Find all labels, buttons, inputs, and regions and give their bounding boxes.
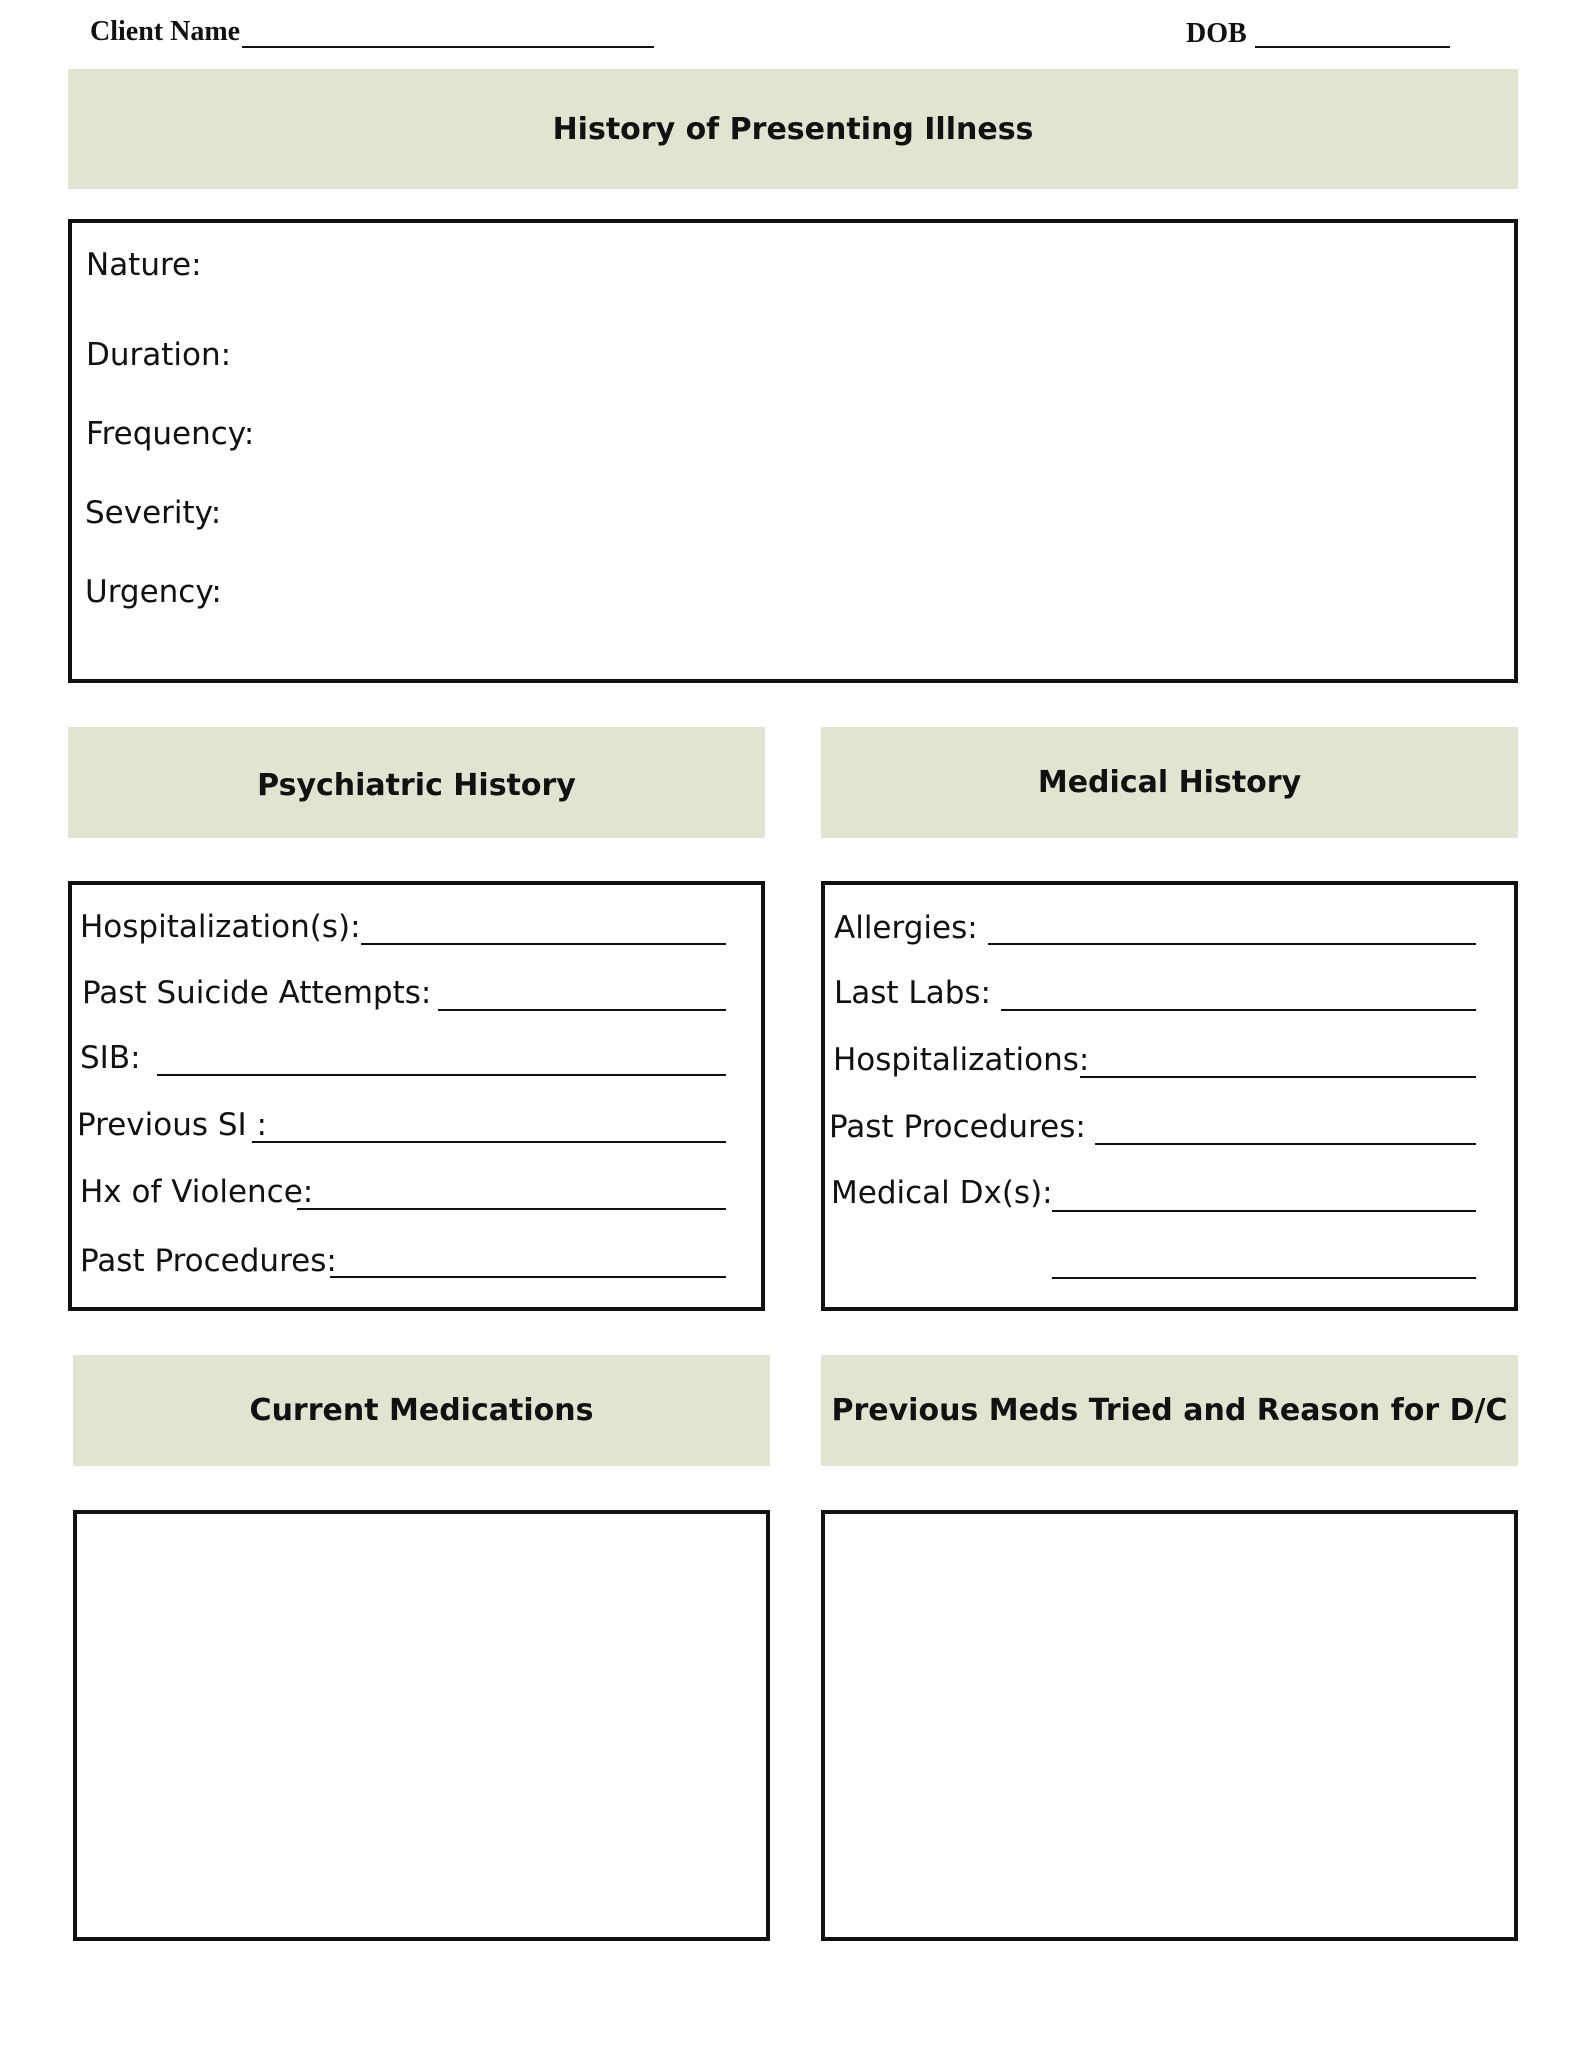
psych-past-procedures-label: Past Procedures: <box>80 1243 337 1279</box>
medical-history-box <box>821 881 1518 1311</box>
sib-line[interactable] <box>157 1074 726 1076</box>
client-name-label: Client Name <box>90 16 241 47</box>
allergies-line[interactable] <box>988 943 1476 945</box>
psychiatric-history-header: Psychiatric History <box>68 727 765 838</box>
previous-si-label: Previous SI : <box>77 1107 267 1143</box>
sib-label: SIB: <box>80 1040 141 1076</box>
medical-history-header: Medical History <box>821 727 1518 838</box>
psych-past-procedures-line[interactable] <box>330 1276 726 1278</box>
last-labs-line[interactable] <box>1001 1009 1476 1011</box>
previous-meds-box[interactable] <box>821 1510 1518 1941</box>
hospitalizations-label: Hospitalization(s): <box>80 909 361 945</box>
hpi-header: History of Presenting Illness <box>68 69 1518 189</box>
psychiatric-history-box <box>68 881 765 1311</box>
current-medications-header: Current Medications <box>73 1355 770 1466</box>
med-hospitalizations-label: Hospitalizations: <box>833 1042 1090 1078</box>
last-labs-label: Last Labs: <box>834 975 991 1011</box>
dob-field[interactable] <box>1255 46 1450 48</box>
current-medications-box[interactable] <box>73 1510 770 1941</box>
nature-label: Nature: <box>86 247 202 283</box>
duration-label: Duration: <box>86 337 232 373</box>
previous-si-line[interactable] <box>252 1141 726 1143</box>
medical-dx-line-2[interactable] <box>1052 1277 1476 1279</box>
hx-of-violence-line[interactable] <box>297 1208 726 1210</box>
dob-label: DOB <box>1186 18 1247 49</box>
previous-meds-header: Previous Meds Tried and Reason for D/C <box>821 1355 1518 1466</box>
med-hospitalizations-line[interactable] <box>1080 1076 1476 1078</box>
allergies-label: Allergies: <box>834 910 978 946</box>
hospitalizations-line[interactable] <box>361 943 726 945</box>
medical-dx-line[interactable] <box>1052 1210 1476 1212</box>
medical-dx-label: Medical Dx(s): <box>831 1175 1053 1211</box>
past-suicide-attempts-line[interactable] <box>438 1009 726 1011</box>
severity-label: Severity: <box>85 495 222 531</box>
frequency-label: Frequency: <box>86 416 255 452</box>
med-past-procedures-label: Past Procedures: <box>829 1109 1086 1145</box>
med-past-procedures-line[interactable] <box>1095 1143 1476 1145</box>
hpi-box[interactable] <box>68 219 1518 683</box>
urgency-label: Urgency: <box>85 574 222 610</box>
past-suicide-attempts-label: Past Suicide Attempts: <box>82 975 432 1011</box>
hx-of-violence-label: Hx of Violence: <box>80 1174 314 1210</box>
client-name-field[interactable] <box>242 46 654 48</box>
